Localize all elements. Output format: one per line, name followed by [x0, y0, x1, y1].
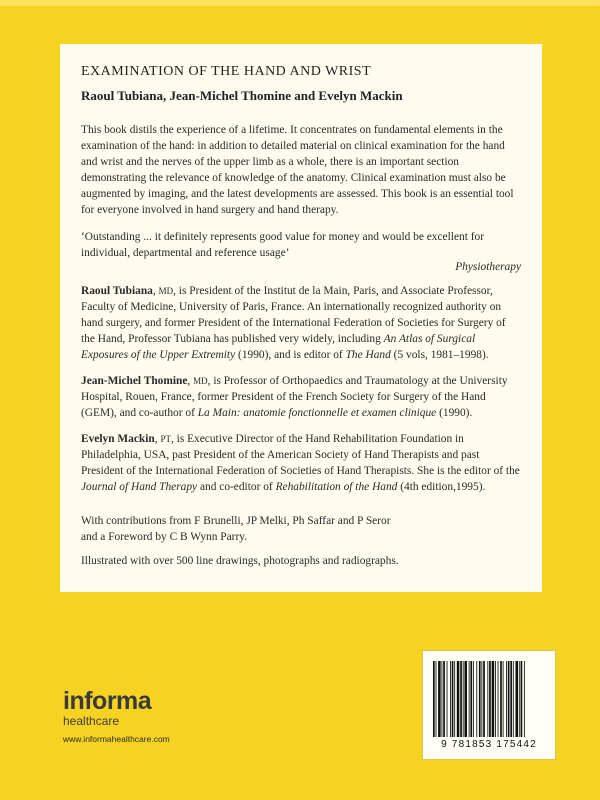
contributions-line: With contributions from F Brunelli, JP Melki, Ph Saffar and P Seror	[81, 515, 391, 527]
bio-text: , is Executive Director of the Hand Rehabilitation Foundation in Philadelphia, USA, past President of the American Society of Hand Therapists and past President of the International Federation of Societies of Hand Therapists. She is the editor of the	[81, 433, 520, 477]
bio-text: , is Professor of Orthopaedics and Traumatology at the University Hospital, Rouen, France, former President of the French Society for Surgery of the Hand (GEM), and co-author of	[81, 375, 508, 419]
bio-text: (1990).	[436, 407, 473, 419]
bio-degree: MD	[193, 376, 208, 386]
bio-mackin: Evelyn Mackin, PT, is Executive Director of the Hand Rehabilitation Foundation in Philadelphia, USA, past President of the American Society of Hand Therapists and past President of the International Federation of Societies of Hand Therapists. She is the editor of the Journal of Hand Therapy and co-editor of Rehabilitation of the Hand (4th edition,1995).	[81, 433, 520, 493]
bio-text: (5 vols, 1981–1998).	[390, 349, 489, 361]
publisher-url: www.informahealthcare.com	[63, 734, 170, 744]
bio-text: and co-editor of	[197, 481, 276, 493]
bio-degree: MD	[158, 286, 174, 296]
foreword-line: and a Foreword by C B Wynn Parry.	[81, 531, 248, 543]
bio-text: (1990), and is editor of	[235, 349, 346, 361]
book-description: This book distils the experience of a lifetime. It concentrates on fundamental elements in the examination of the hand: in addition to detailed material on clinical examination for the hand and wrist and the nerves of the upper limb as a whole, there is an important section demonstrating the relevance of knowledge of the anatomy. Clinical examination must also be augmented by imaging, and the latest developments are assessed. This book is an essential tool for everyone involved in hand surgery and hand therapy.	[81, 124, 514, 216]
bio-name: Raoul Tubiana	[81, 285, 153, 297]
bio-text: , is President of the Institut de la Main, Paris, and Associate Professor, Faculty of Medicine, University of Paris, France. An internationally recognized authority on hand surgery, and former President of the International Federation of Societies for Surgery of the Hand, Professor Tubiana has published very widely, including	[81, 285, 506, 345]
bio-book-title: The Hand	[345, 349, 391, 361]
bio-tubiana: Raoul Tubiana, MD, is President of the Institut de la Main, Paris, and Associate Professor, Faculty of Medicine, University of Paris, France. An internationally recognized authority on hand surgery, and former President of the International Federation of Societies for Surgery of the Hand, Professor Tubiana has published very widely, including An Atlas of Surgical Exposures of the Upper Extremity (1990), and is editor of The Hand (5 vols, 1981–1998).	[81, 285, 506, 361]
bio-book-title: An Atlas of Surgical Exposures of the Upper Extremity	[81, 333, 476, 361]
review-source: Physiotherapy	[455, 261, 521, 273]
text-panel	[60, 44, 542, 592]
cover-top-edge	[0, 0, 600, 6]
bio-book-title: Rehabilitation of the Hand	[275, 481, 398, 493]
book-title: EXAMINATION OF THE HAND AND WRIST	[81, 64, 372, 79]
bio-book-title: Journal of Hand Therapy	[81, 481, 198, 493]
contributions	[81, 513, 521, 545]
publisher-name: informa	[63, 687, 152, 715]
bio-text: (4th edition,1995).	[397, 481, 486, 493]
publisher-logo	[63, 688, 170, 744]
bio-degree: PT	[160, 434, 171, 444]
isbn-barcode-box	[422, 650, 556, 760]
bio-book-title: La Main: anatomie fonctionnelle et examen clinique	[197, 407, 437, 419]
isbn-number: 9 781853 175442	[441, 739, 537, 750]
publisher-division: healthcare	[63, 714, 120, 728]
barcode-icon	[431, 661, 549, 737]
book-authors: Raoul Tubiana, Jean-Michel Thomine and Evelyn Mackin	[81, 88, 403, 103]
review-quote: ‘Outstanding ... it definitely represents good value for money and would be excellent for individual, departmental and reference usage’	[81, 231, 484, 259]
bio-thomine: Jean-Michel Thomine, MD, is Professor of Orthopaedics and Traumatology at the University Hospital, Rouen, France, former President of the French Society for Surgery of the Hand (GEM), and co-author of La Main: anatomie fonctionnelle et examen clinique (1990).	[81, 375, 508, 419]
illustrations-note: Illustrated with over 500 line drawings, photographs and radiographs.	[81, 555, 399, 567]
bio-name: Evelyn Mackin	[81, 433, 155, 445]
bio-name: Jean-Michel Thomine	[81, 375, 188, 387]
